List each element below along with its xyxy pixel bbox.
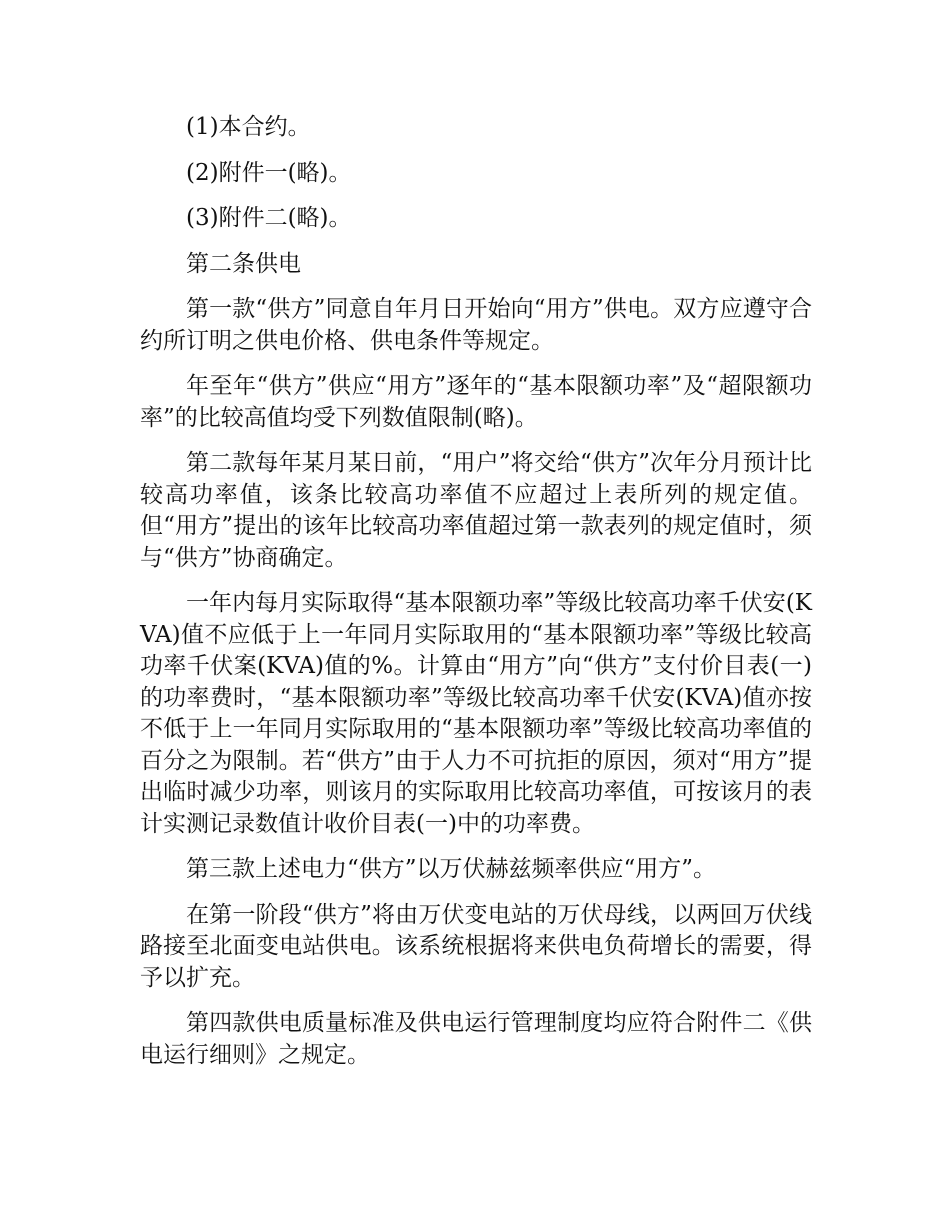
paragraph-item-3: (3)附件二(略)。: [186, 205, 352, 231]
paragraph-clause-4: 第四款供电质量标准及供电运行管理制度均应符合附件二《供电运行细则》之规定。: [140, 1010, 812, 1068]
paragraph-clause-1: 第一款“供方”同意自年月日开始向“用方”供电。双方应遵守合约所订明之供电价格、供电条件等规定。: [140, 296, 812, 354]
paragraph-item-1: (1)本合约。: [186, 114, 311, 140]
paragraph-clause-3: 第三款上述电力“供方”以万伏赫兹频率供应“用方”。: [186, 856, 717, 882]
section-heading: 第二条供电: [186, 250, 301, 277]
paragraph-clause-3-stage: 在第一阶段“供方”将由万伏变电站的万伏母线，以两回万伏线路接至北面变电站供电。该系统根据将来供电负荷增长的需要，得予以扩充。: [140, 901, 812, 991]
document-page: [140, 112, 812, 1085]
paragraph-clause-2: 第二款每年某月某日前，“用户”将交给“供方”次年分月预计比较高功率值，该条比较高功率值不应超过上表所列的规定值。但“用方”提出的该年比较高功率值超过第一款表列的规定值时，须与“供方”协商确定。: [140, 450, 812, 571]
paragraph-clause-1-limits: 年至年“供方”供应“用方”逐年的“基本限额功率”及“超限额功率”的比较高值均受下列数值限制(略)。: [140, 373, 812, 431]
paragraph-clause-2-monthly: 一年内每月实际取得“基本限额功率”等级比较高功率千伏安(KVA)值不应低于上一年同月实际取用的“基本限额功率”等级比较高功率千伏案(KVA)值的%。计算由“用方”向“供方”支付价目表(一)的功率费时，“基本限额功率”等级比较高功率千伏安(KVA)值亦按不低于上一年同月实际取用的“基本限额功率”等级比较高功率值的百分之为限制。若“供方”由于人力不可抗拒的原因，须对“用方”提出临时减少功率，则该月的实际取用比较高功率值，可按该月的表计实测记录数值计收价目表(一)中的功率费。: [140, 590, 812, 837]
paragraph-item-2: (2)附件一(略)。: [186, 159, 352, 186]
